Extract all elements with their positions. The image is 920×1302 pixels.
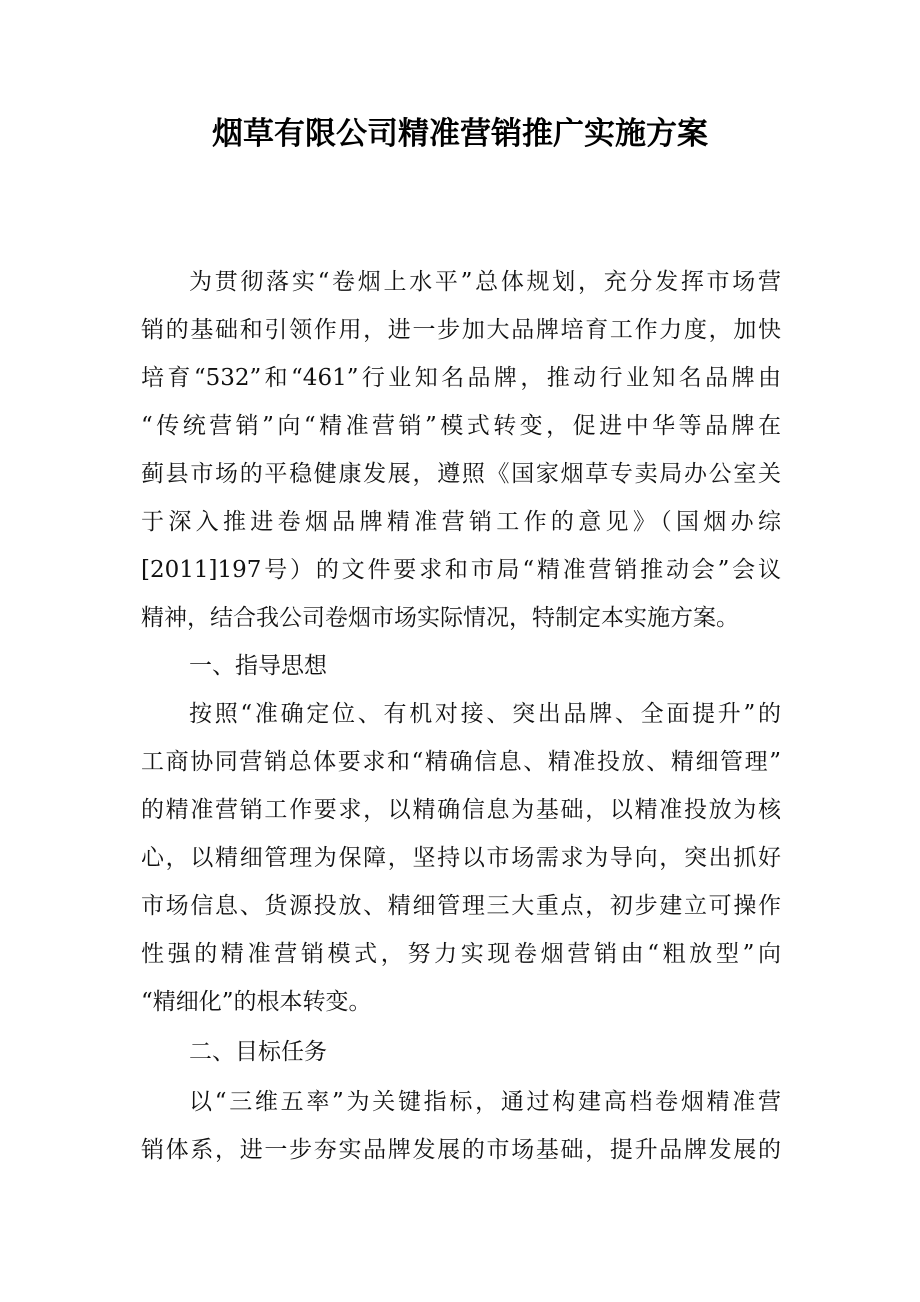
section1-paragraph: [141, 690, 781, 1026]
paragraph-line: 培育“532”和“461”行业知名品牌，推动行业知名品牌由: [141, 365, 781, 391]
paragraph-line: 按照“准确定位、有机对接、突出品牌、全面提升”的: [189, 701, 781, 727]
paragraph-line: 精神，结合我公司卷烟市场实际情况，特制定本实施方案。: [141, 605, 739, 631]
paragraph-line: [2011]197号）的文件要求和市局“精准营销推动会”会议: [141, 557, 781, 583]
document-title: 烟草有限公司精准营销推广实施方案: [212, 116, 708, 152]
paragraph-line: “传统营销”向“精准营销”模式转变，促进中华等品牌在: [141, 413, 781, 439]
section-heading-goals-tasks: 二、目标任务: [189, 1039, 327, 1065]
paragraph-line: 为贯彻落实“卷烟上水平”总体规划，充分发挥市场营: [189, 269, 781, 295]
paragraph-line: 销体系，进一步夯实品牌发展的市场基础，提升品牌发展的: [141, 1137, 781, 1163]
paragraph-line: 以“三维五率”为关键指标，通过构建高档卷烟精准营: [189, 1089, 781, 1115]
paragraph-line: 蓟县市场的平稳健康发展，遵照《国家烟草专卖局办公室关: [141, 461, 781, 487]
section2-paragraph: [141, 1078, 781, 1174]
paragraph-line: 于深入推进卷烟品牌精准营销工作的意见》（国烟办综: [141, 509, 781, 535]
paragraph-line: 工商协同营销总体要求和“精确信息、精准投放、精细管理”: [141, 749, 781, 775]
paragraph-line: 心，以精细管理为保障，坚持以市场需求为导向，突出抓好: [141, 845, 781, 871]
paragraph-line: 性强的精准营销模式，努力实现卷烟营销由“粗放型”向: [141, 941, 781, 967]
paragraph-line: 的精准营销工作要求，以精确信息为基础，以精准投放为核: [141, 797, 781, 823]
section-heading-guiding-ideology: 一、指导思想: [189, 653, 327, 679]
intro-paragraph: [141, 258, 781, 642]
paragraph-line: 销的基础和引领作用，进一步加大品牌培育工作力度，加快: [141, 317, 781, 343]
paragraph-line: 市场信息、货源投放、精细管理三大重点，初步建立可操作: [141, 893, 781, 919]
paragraph-line: “精细化”的根本转变。: [141, 989, 372, 1015]
